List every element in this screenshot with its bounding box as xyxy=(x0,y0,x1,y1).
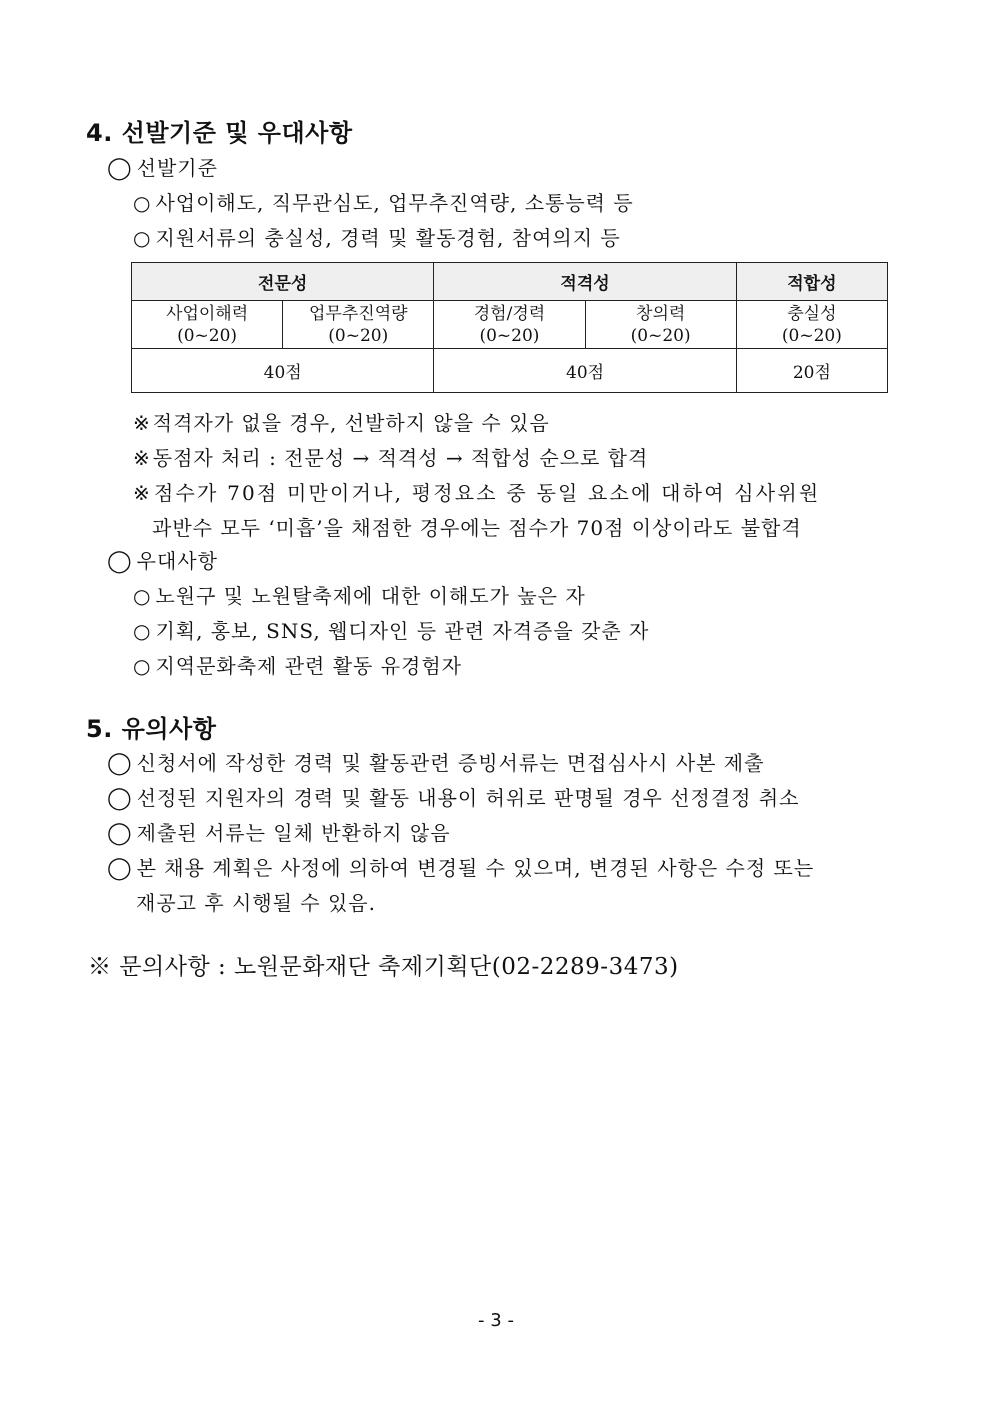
circle-bullet-icon: ◯ xyxy=(107,856,133,881)
note-text: 적격자가 없을 경우, 선발하지 않을 수 있음 xyxy=(152,411,550,435)
contact-info: ※ 문의사항 : 노원문화재단 축제기획단(02-2289-3473) xyxy=(88,954,679,980)
caution-item-text: 선정된 지원자의 경력 및 활동 내용이 허위로 판명될 경우 선정결정 취소 xyxy=(136,786,800,810)
total-qualification: 40점 xyxy=(434,349,736,393)
caution-item xyxy=(107,782,799,811)
note-item xyxy=(133,442,648,471)
header-suitability: 적합성 xyxy=(736,263,887,301)
criteria-item-text: 지원서류의 충실성, 경력 및 활동경험, 참여의지 등 xyxy=(155,226,621,250)
dot-bullet-icon: ○ xyxy=(133,226,152,250)
sub-name: 창의력 xyxy=(636,303,686,324)
sub-cell xyxy=(132,301,283,349)
sub-range: (0~20) xyxy=(630,325,691,346)
dot-bullet-icon: ○ xyxy=(133,654,152,678)
sub-name: 충실성 xyxy=(787,303,837,324)
sub-cell xyxy=(585,301,736,349)
score-table-total-row xyxy=(132,349,888,393)
caution-continuation: 재공고 후 시행될 수 있음. xyxy=(136,891,376,915)
preference-item xyxy=(133,615,649,644)
reference-mark-icon: ※ xyxy=(133,481,152,505)
note-item xyxy=(133,477,820,506)
preference-heading xyxy=(107,545,218,574)
sub-name: 경험/경력 xyxy=(473,303,546,324)
preference-item-text: 지역문화축제 관련 활동 유경험자 xyxy=(155,654,463,678)
circle-bullet-icon: ◯ xyxy=(107,549,133,574)
section4-title: 4. 선발기준 및 우대사항 xyxy=(86,119,353,147)
caution-item xyxy=(107,852,814,881)
circle-bullet-icon: ◯ xyxy=(107,821,133,846)
score-table xyxy=(131,262,888,393)
preference-item-text: 노원구 및 노원탈축제에 대한 이해도가 높은 자 xyxy=(155,584,586,608)
caution-item xyxy=(107,817,451,846)
preference-item-text: 기획, 홍보, SNS, 웹디자인 등 관련 자격증을 갖춘 자 xyxy=(155,619,650,643)
note-text: 점수가 70점 미만이거나, 평정요소 중 동일 요소에 대하여 심사위원 xyxy=(153,481,821,505)
preference-item xyxy=(133,580,586,609)
criteria-item xyxy=(133,187,634,216)
dot-bullet-icon: ○ xyxy=(133,584,152,608)
sub-cell xyxy=(736,301,887,349)
caution-item-text: 신청서에 작성한 경력 및 활동관련 증빙서류는 면접심사시 사본 제출 xyxy=(136,751,765,775)
preference-heading-text: 우대사항 xyxy=(136,549,218,573)
circle-bullet-icon: ◯ xyxy=(107,786,133,811)
header-qualification: 적격성 xyxy=(434,263,736,301)
caution-item-text: 본 채용 계획은 사정에 의하여 변경될 수 있으며, 변경된 사항은 수정 또는 xyxy=(136,856,815,880)
sub-name: 업무추진역량 xyxy=(309,303,408,324)
dot-bullet-icon: ○ xyxy=(133,191,152,215)
score-table-header-row xyxy=(132,263,888,301)
note-continuation: 과반수 모두 ‘미흡’을 채점한 경우에는 점수가 70점 이상이라도 불합격 xyxy=(152,516,802,540)
total-expertise: 40점 xyxy=(132,349,434,393)
dot-bullet-icon: ○ xyxy=(133,619,152,643)
sub-cell xyxy=(434,301,585,349)
score-table-sub-row xyxy=(132,301,888,349)
circle-bullet-icon: ◯ xyxy=(107,751,133,776)
section5-title: 5. 유의사항 xyxy=(86,715,217,743)
sub-range: (0~20) xyxy=(781,325,842,346)
caution-item xyxy=(107,747,764,776)
criteria-heading xyxy=(107,152,218,181)
sub-range: (0~20) xyxy=(177,325,238,346)
sub-range: (0~20) xyxy=(328,325,389,346)
header-expertise: 전문성 xyxy=(132,263,434,301)
note-item xyxy=(133,407,550,436)
total-suitability: 20점 xyxy=(736,349,887,393)
criteria-heading-text: 선발기준 xyxy=(136,156,218,180)
sub-name: 사업이해력 xyxy=(166,303,249,324)
note-text: 동점자 처리 : 전문성 → 적격성 → 적합성 순으로 합격 xyxy=(152,446,649,470)
sub-range: (0~20) xyxy=(479,325,540,346)
reference-mark-icon: ※ xyxy=(133,446,151,470)
preference-item xyxy=(133,650,462,679)
criteria-item xyxy=(133,222,621,251)
caution-item-text: 제출된 서류는 일체 반환하지 않음 xyxy=(136,821,451,845)
page-number: - 3 - xyxy=(478,1310,514,1331)
sub-cell xyxy=(283,301,434,349)
circle-bullet-icon: ◯ xyxy=(107,156,133,181)
criteria-item-text: 사업이해도, 직무관심도, 업무추진역량, 소통능력 등 xyxy=(155,191,634,215)
reference-mark-icon: ※ xyxy=(133,411,151,435)
